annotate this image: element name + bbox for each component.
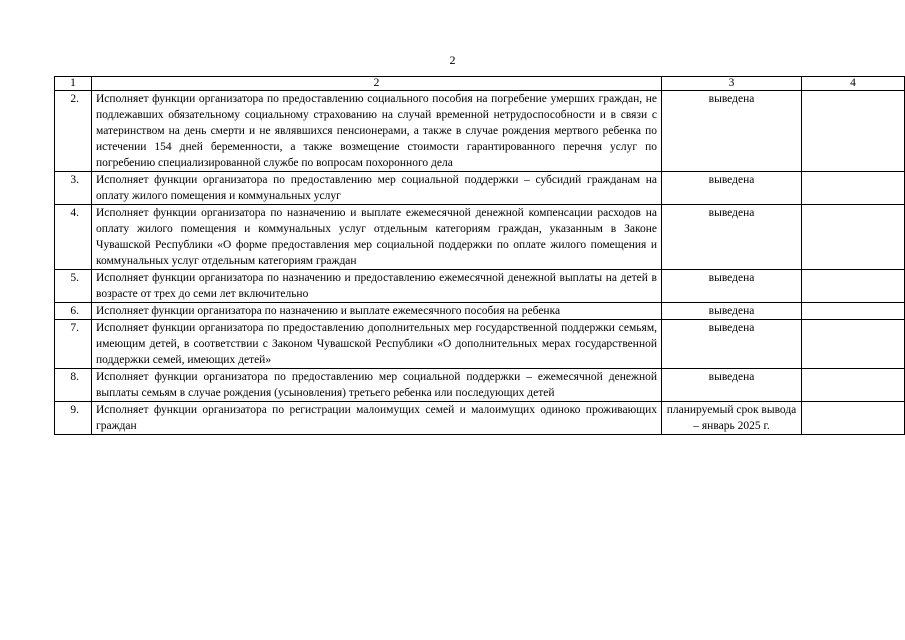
note-cell	[802, 369, 905, 402]
note-cell	[802, 91, 905, 172]
function-description-cell: Исполняет функции организатора по регистрации малоимущих семей и малоимущих одиноко проживающих граждан	[92, 402, 662, 435]
function-description-cell: Исполняет функции организатора по предоставлению дополнительных мер государственной поддержки семьям, имеющим детей, в соответствии с Законом Чувашской Республики «О дополнительных мерах государственной поддержки семей, имеющих детей»	[92, 320, 662, 369]
status-cell: выведена	[662, 172, 802, 205]
status-cell: выведена	[662, 303, 802, 320]
row-number-cell: 2.	[55, 91, 92, 172]
function-description-cell: Исполняет функции организатора по предоставлению мер социальной поддержки – субсидий гражданам на оплату жилого помещения и коммунальных услуг	[92, 172, 662, 205]
function-description-cell: Исполняет функции организатора по предоставлению мер социальной поддержки – ежемесячной денежной выплаты семьям в случае рождения (усыновления) третьего ребенка или последующих детей	[92, 369, 662, 402]
function-description-cell: Исполняет функции организатора по предоставлению социального пособия на погребение умерших граждан, не подлежавших обязательному социальному страхованию на случай временной нетрудоспособности и в связи с материнством на день смерти и не являвшихся пенсионерами, а также в случае рождения мертвого ребенка по истечении 154 дней беременности, а также возмещение стоимости гарантированного перечня услуг по погребению специализированной службе по вопросам похоронного дела	[92, 91, 662, 172]
row-number-cell: 7.	[55, 320, 92, 369]
row-number-cell: 4.	[55, 205, 92, 270]
note-cell	[802, 303, 905, 320]
status-cell: выведена	[662, 369, 802, 402]
status-cell: выведена	[662, 320, 802, 369]
note-cell	[802, 270, 905, 303]
header-cell-2: 2	[92, 77, 662, 91]
table-row	[55, 172, 905, 205]
header-cell-4: 4	[802, 77, 905, 91]
table-row	[55, 270, 905, 303]
note-cell	[802, 172, 905, 205]
table-row	[55, 402, 905, 435]
header-cell-1: 1	[55, 77, 92, 91]
status-cell: выведена	[662, 91, 802, 172]
function-description-cell: Исполняет функции организатора по назначению и выплате ежемесячной денежной компенсации расходов на оплату жилого помещения и коммунальных услуг отдельным категориям граждан, указанным в Законе Чувашской Республики «О форме предоставления мер социальной поддержки по оплате жилого помещения и коммунальных услуг отдельным категориям граждан	[92, 205, 662, 270]
function-description-cell: Исполняет функции организатора по назначению и предоставлению ежемесячной денежной выплаты на детей в возрасте от трех до семи лет включительно	[92, 270, 662, 303]
table-row	[55, 320, 905, 369]
row-number-cell: 3.	[55, 172, 92, 205]
row-number-cell: 5.	[55, 270, 92, 303]
note-cell	[802, 205, 905, 270]
note-cell	[802, 320, 905, 369]
row-number-cell: 6.	[55, 303, 92, 320]
note-cell	[802, 402, 905, 435]
row-number-cell: 9.	[55, 402, 92, 435]
status-cell: планируемый срок вывода – январь 2025 г.	[662, 402, 802, 435]
status-cell: выведена	[662, 205, 802, 270]
table-row	[55, 303, 905, 320]
function-description-cell: Исполняет функции организатора по назначению и выплате ежемесячного пособия на ребенка	[92, 303, 662, 320]
table-row	[55, 369, 905, 402]
header-cell-3: 3	[662, 77, 802, 91]
table-row	[55, 205, 905, 270]
row-number-cell: 8.	[55, 369, 92, 402]
table-header-row	[55, 77, 905, 91]
functions-table	[54, 76, 905, 435]
status-cell: выведена	[662, 270, 802, 303]
table-row	[55, 91, 905, 172]
page-number: 2	[449, 53, 456, 67]
